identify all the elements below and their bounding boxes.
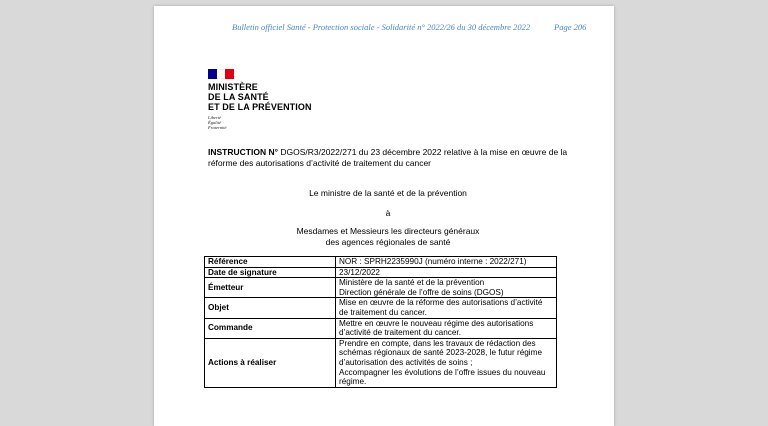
to-word: à (385, 208, 391, 218)
table-row (205, 278, 557, 298)
instruction-text: DGOS/R3/2022/271 du 23 décembre 2022 relative à la mise en œuvre de la réforme des autorisations d’activité de traitement du cancer (208, 147, 568, 168)
motto-line: Fraternité (208, 125, 227, 130)
table-row (205, 267, 557, 278)
recipient-line: Mesdames et Messieurs les directeurs généraux (296, 226, 480, 236)
table-row (205, 338, 557, 387)
row-value: Prendre en compte, dans les travaux de rédaction des schémas régionaux de santé 2023-2028, le futur régime d’autorisation des activités de soins ; Accompagner les évolutions de l’offre issues du nouveau régime. (336, 338, 557, 387)
row-value: Ministère de la santé et de la prévention Direction générale de l’offre de soins (DGOS) (336, 278, 557, 298)
row-value: 23/12/2022 (336, 267, 557, 278)
motto-line: Liberté (208, 115, 221, 120)
ministry-line: MINISTÈRE (208, 82, 258, 92)
instruction-title (208, 147, 568, 168)
ministry-logo-text (208, 82, 312, 112)
info-table (204, 256, 557, 388)
french-flag-icon (208, 69, 234, 79)
ministry-line: DE LA SANTÉ (208, 92, 269, 102)
motto-line: Égalité (208, 120, 221, 125)
republic-motto (208, 115, 227, 130)
row-value: Mise en œuvre de la réforme des autorisations d’activité de traitement du cancer. (336, 298, 557, 318)
ministry-line: ET DE LA PRÉVENTION (208, 102, 312, 112)
row-value: NOR : SPRH2235990J (numéro interne : 2022/271) (336, 257, 557, 268)
recipients (208, 226, 568, 247)
page-number: Page 206 (554, 22, 587, 32)
row-key: Émetteur (205, 278, 336, 298)
table-row (205, 298, 557, 318)
instruction-label: INSTRUCTION N° (208, 147, 278, 157)
document-page (154, 6, 614, 426)
sender: Le ministre de la santé et de la prévention (309, 188, 467, 198)
row-value: Mettre en œuvre le nouveau régime des autorisations d’activité de traitement du cancer. (336, 318, 557, 338)
table-row (205, 318, 557, 338)
bulletin-title: Bulletin officiel Santé - Protection sociale - Solidarité n° 2022/26 du 30 décembre 2022 (232, 22, 531, 32)
row-key: Objet (205, 298, 336, 318)
row-key: Date de signature (205, 267, 336, 278)
recipient-line: des agences régionales de santé (325, 236, 451, 247)
row-key: Actions à réaliser (205, 338, 336, 387)
table-row (205, 257, 557, 268)
row-key: Référence (205, 257, 336, 268)
row-key: Commande (205, 318, 336, 338)
